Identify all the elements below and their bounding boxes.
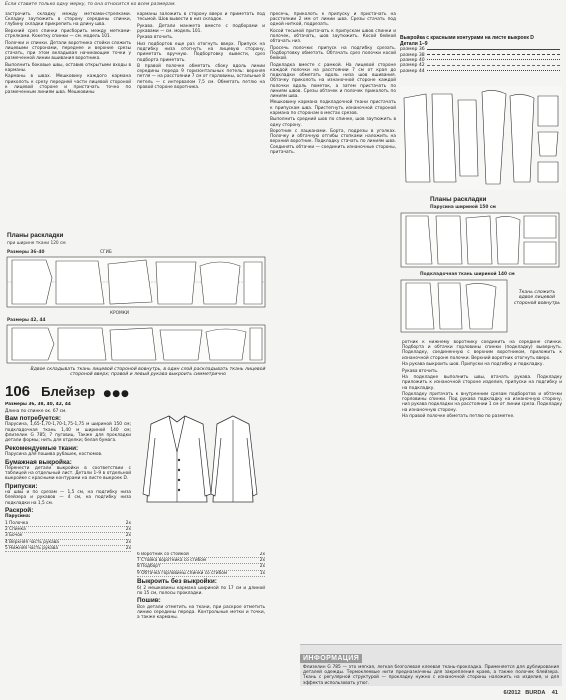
paragraph: Рукава. Детали манжета вместе с подборами и рукавами — см. модель 101. bbox=[137, 23, 265, 34]
model-number: 106 bbox=[5, 383, 31, 400]
fabric-width-label: Парусина шириной 150 см bbox=[430, 205, 496, 210]
legend-row: размер 42 bbox=[400, 63, 562, 68]
legend-row: размер 44 bbox=[400, 69, 562, 74]
info-title: ИНФОРМАЦИЯ bbox=[300, 654, 362, 663]
paragraph: На правой полочке обметать петлю по разметке. bbox=[402, 414, 515, 420]
model-column-2 bbox=[137, 552, 265, 688]
list-item: 9 Обтачка горловины спинки со сгибом 1x bbox=[137, 570, 265, 576]
layout-note: Вдвое складывать ткань лицевой стороной вовнутрь, в один слой раскладывать ткань лицевой стороной вверх; правой и левый рукава выкроить симметрично bbox=[30, 367, 266, 378]
layout-plans-subtitle: при ширине ткани 120 см bbox=[7, 241, 66, 246]
info-text: Флизелин G 785 — это мягкая, легкая безголевая клеевая ткань-прокладка. Применяется для дублирования деталей одежды. Термоклеевые нити предназначены для закрепления краев, а также полочек блейзера. Ткань с регулярной структурой — прокладку нужно с изнаночной стороны наложить на изделия, и для эффекта использовать утюг. bbox=[303, 665, 559, 686]
paper-pattern-title: Бумажная выкройка: bbox=[5, 458, 72, 466]
legend-row: размер 38 bbox=[400, 52, 562, 57]
legend-parts: Детали 1–9 bbox=[400, 41, 428, 47]
allowance-title: Припуски: bbox=[5, 482, 38, 490]
paragraph: Подкладка вместе с рамкой. На лицевой стороне каждой полочки на расстоянии 7 см от края до подкладки обметать вдоль низа шов вшивания. Обтачку приколоть на изнаночной стороне каждой полочки вдоль пометок, а затем пристачать по линиям швов. Срезы обтачек и полочек приколоть по линиям шва. bbox=[270, 62, 396, 99]
difficulty-rating: ●●● bbox=[103, 389, 130, 399]
paragraph: На рукава выкроить шов. Припуски на подгибку и подкладку. bbox=[402, 362, 544, 368]
top-note: Если ставите только одну мерку, то она относится ко всем размерам. bbox=[5, 2, 176, 7]
cut-list bbox=[5, 521, 131, 552]
brand-name: BURDA bbox=[525, 690, 546, 696]
paragraph: Выполнить боковые швы, оставив открытыми входы в карманы. bbox=[5, 62, 131, 73]
legend-row: размер 40 bbox=[400, 58, 562, 63]
layout-diagram-lining bbox=[400, 279, 510, 335]
paragraph: пресечь, приколоть к припуску и пристачать на расстоянии 2 мм от линии шва. Срезы стачать под одной ниткой, подрезать. bbox=[270, 12, 396, 28]
sizes-line: Размеры 36, 38, 40, 42, 44 bbox=[5, 402, 71, 407]
paragraph: карманы заложить в сторону вверх и приметать под тесьмой. Шов вывести в низ складок. bbox=[137, 12, 265, 23]
list-item: 2 Спинка 2x bbox=[5, 527, 131, 533]
page-number: 41 bbox=[551, 690, 558, 696]
layout-sizes-b: Размеры 42, 44 bbox=[7, 318, 46, 323]
list-item: 6 Воротник со стойкой 2x bbox=[137, 552, 265, 557]
recommended-title: Рекомендуемые ткани: bbox=[5, 444, 79, 452]
paragraph: Рукава вточить. bbox=[402, 368, 439, 374]
paragraph: Полочки и спинки. Детали воротника стойки сложить лицевыми сторонами, переднее и верхние срезы стачать, при этом вкладывая начинающие точки у размеченной линии вшивания воротника. bbox=[5, 40, 131, 62]
list-item: 7 Стойка воротника со сгибом 2x bbox=[137, 558, 265, 564]
page-footer bbox=[504, 690, 558, 696]
allowance-text: на швы и по срезам — 1,5 см, на подгибку низа блейзера и рукавов — 4 см, на подгибку низа подкладки на 1,5 см. bbox=[5, 490, 131, 506]
list-item: 1 Полочка 2x bbox=[5, 520, 131, 526]
lining-width-label: Подкладочная ткань шириной 140 см bbox=[420, 272, 515, 277]
paragraph: ротник к нижнему воротнику соединить на середине спинки. Подборта и обтачки горловины спинки (подкладку) вывернуть. Подкладку, соединенную с верхним воротником, приложить к изнаночной стороне полочки. Верхний воротник отогнуть вверх. bbox=[402, 340, 562, 361]
legend-row: размер 36 bbox=[400, 47, 562, 52]
extra-text: б) 2 мешковины кармана шириной по 17 см и длиной по 15 см, полосы прокладки. bbox=[137, 585, 265, 596]
layout-plans-title: Планы раскладки bbox=[7, 232, 64, 239]
paper-pattern-text: Перенести детали выкройки в соответствии с таблицей на отдельный лист. Детали 1–9 в отдельной выкройке с красными контурами на листе выкроек D. bbox=[5, 465, 131, 482]
model-info-column bbox=[5, 402, 131, 688]
cutting-layout-diagram-a bbox=[6, 256, 268, 310]
info-box bbox=[300, 644, 562, 686]
model-heading bbox=[5, 381, 225, 399]
extra-title: Выкроить без выкройки: bbox=[137, 578, 217, 586]
legend-title: Выкройка с красными контурами на листе выкроек D bbox=[400, 35, 534, 41]
recommended-text: Парусина для пошива рубашек, костюмов. bbox=[5, 451, 103, 457]
model-name: Блейзер bbox=[41, 384, 96, 399]
paragraph: На подкладке выполнить швы, втачать рукава. Подкладку приложить к изнаночной стороне изделия, припуски на подгибку и на подкладку. bbox=[402, 375, 562, 391]
paragraph: Выполнить средний шов по спинке, шов заутюжить в одну сторону. bbox=[270, 117, 396, 128]
layout-plans-title-right: Планы раскладки bbox=[430, 196, 487, 203]
tech-title: Пошив: bbox=[137, 597, 161, 605]
text-column-1 bbox=[5, 12, 131, 227]
materials-title: Вам потребуется: bbox=[5, 415, 62, 423]
cut-subtitle: Парусина: bbox=[5, 514, 31, 520]
tech-text: Все детали отметить на ткани, при раскрое отметить линию середины переда. Контрольные метки и точки, а также карманы. bbox=[137, 604, 265, 621]
list-item: 5 Нижняя часть рукава 2x bbox=[5, 545, 131, 551]
paragraph: Воротник с лацканами. Борта, подрезы в уголках. Полочку и обтачную отгибы стопками наложить на верхний воротник. Подкладку стачать по линиям шва. Соединять обтачки — соединить изнаночные стороны, притачать. bbox=[270, 129, 396, 155]
layout-diagram-fabric bbox=[400, 212, 562, 270]
list-item: 4 Верхняя часть рукава 2x bbox=[5, 539, 131, 545]
paragraph: Косой тесьмой притачать к припускам швов спинки и полочек, обтачать, шов заутюжить. Косой бейкой обтачать низ. bbox=[270, 28, 396, 45]
layout-sizes-a: Размеры 36–40 bbox=[7, 250, 45, 255]
selvage-label-a: КРОМКИ bbox=[110, 311, 129, 316]
paragraph: Низ подбортов еще раз отогнуть вверх. Припуск на подгибку низа отогнуть на лицевую сторону, приметать вручную. Подбортовку вывести, срез подборта приметать. bbox=[137, 41, 265, 63]
text-column-3 bbox=[270, 12, 396, 640]
paragraph: Подкладку притачать к внутренним срезам подборотов и обтачки горловины спинки. Под рукава подкладку на изнаночную сторону, низ рукава подкладки на расстоянии 1 см от линии среза. Подкладку на изнаночную сторону. bbox=[402, 392, 562, 413]
paragraph: В правой полочке обметать сбоку вдоль линии середины переда 9 горизонтальных петель: верхняя петля — на расстоянии 7 см от горловины, остальные 8 петель — с интервалом 7,5 см. Обметать петлю на правой стороне воротника. bbox=[137, 64, 265, 90]
lining-note: Ткань сложить вдвое лицевой стороной вовнутрь bbox=[513, 290, 561, 306]
text-column-2 bbox=[137, 12, 265, 227]
cut-list-2 bbox=[137, 552, 265, 577]
blazer-illustration bbox=[137, 402, 265, 550]
text-column-4 bbox=[402, 340, 562, 640]
cut-title: Раскрой: bbox=[5, 507, 34, 515]
cutting-layout-diagram-b bbox=[6, 324, 268, 366]
fold-label-a: СГИБ bbox=[100, 250, 112, 255]
length-line: Длина по спинке ок. 67 см. bbox=[5, 408, 67, 414]
pattern-pieces-illustration bbox=[400, 86, 562, 190]
paragraph: Мешковину кармана подкладочной ткани пристачать к припускам шва. Пристегнуть изнаночной стороной кармана по сторонам в местах срезов. bbox=[270, 100, 396, 116]
materials-text: Парусина, 1,65-1,70-1,70-1,75-1,75 м шириной 150 см; подкладочная ткань 1,40 м шириной 140 см; флизелин G 785; 7 пуговиц. Также для прокладки детали формы; нить для отделки; белая бумага. bbox=[5, 422, 131, 444]
paragraph: Верхний срез спинки присборить между метками-стрелками. Кокетку спинки — см. модель 101. bbox=[5, 28, 131, 40]
list-item: 3 Бочок 2x bbox=[5, 533, 131, 539]
pattern-legend bbox=[400, 35, 562, 83]
paragraph: Карманы в швах. Мешковину каждого кармана приколоть к срезу передней части лицевой стороной к лицевой стороне и пристачать точно по размеченным линиям шва. Мешковины bbox=[5, 74, 131, 96]
list-item: 8 Подборт 2x bbox=[137, 564, 265, 570]
paragraph: Рукава вточить. bbox=[137, 35, 174, 41]
paragraph: Просечь полочки: припуск на подгибку срезать. Подбортовку обметать. Обтачать срез полочки косой бейкой. bbox=[270, 45, 396, 62]
paragraph: застрочить складку между метками-стрелками. Складку заутюжить в сторону середины спинки, глубину складки прикрепить на длину шва. bbox=[5, 12, 131, 28]
issue-number: 6/2012 bbox=[503, 690, 521, 696]
